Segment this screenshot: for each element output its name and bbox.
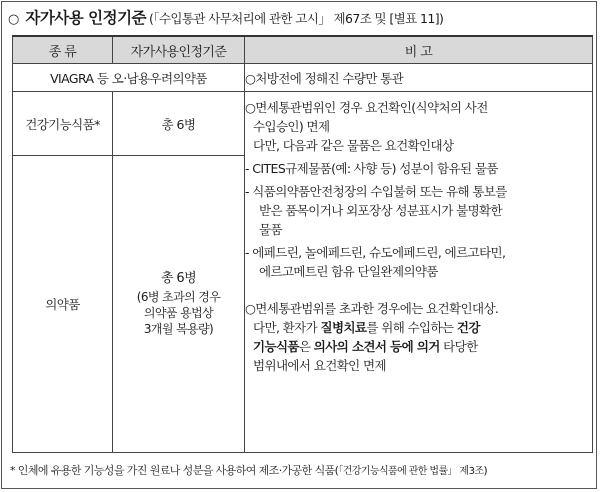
text-run: 다만, 환자가 xyxy=(253,320,321,335)
section-heading xyxy=(8,6,443,28)
emphasis-text: 건강 xyxy=(456,320,480,335)
category-drugs: 의약품 xyxy=(13,156,113,453)
text-run: 은 xyxy=(298,339,314,354)
table-row-misuse-drugs xyxy=(13,64,593,92)
footnote-close: ) xyxy=(483,464,488,477)
remarks-line: 범위내에서 요건확인 면제 xyxy=(253,358,386,373)
list-item-cont: 에르고메트린 함유 단일완제의약품 xyxy=(259,264,438,279)
heading-title: 자가사용 인정기준 xyxy=(25,9,147,27)
remarks-block-exceed xyxy=(245,299,592,375)
category-misuse-drugs: VIAGRA 등 오‧남용우려의약품 xyxy=(13,64,245,92)
remarks-line: ○면세통관범위를 초과한 경우에는 요건확인대상. xyxy=(245,301,499,316)
remarks-line: 다만, 다음과 같은 물품은 요건확인대상 xyxy=(253,138,454,153)
header-remarks: 비 고 xyxy=(245,36,593,64)
remarks-block-exempt xyxy=(245,98,592,281)
standard-drugs-main: 총 6병 xyxy=(160,271,197,286)
table-row-health-food xyxy=(13,92,593,156)
text-run: 를 위해 수입하는 xyxy=(366,320,457,335)
self-use-criteria-table xyxy=(12,35,593,453)
footnote-text: * 인체에 유용한 기능성을 가진 원료나 성분을 사용하여 제조‧가공한 식품( xyxy=(10,464,339,477)
heading-reference: (「수입통관 사무처리에 관한 고시」 제67조 및 [별표 11]) xyxy=(149,11,444,26)
header-category: 종 류 xyxy=(13,36,113,64)
table-header-row xyxy=(13,36,593,64)
note-prescription-only: ○처방전에 정해진 수량만 통관 xyxy=(245,64,593,92)
list-item-cont: 받은 품목이거나 외포장상 성분표시가 불명확한 xyxy=(259,203,502,218)
list-item: - CITES규제물품(예: 사향 등) 성분이 함유된 물품 xyxy=(245,161,498,176)
footnote-law: 「건강기능식품에 관한 법률」 제3조 xyxy=(338,466,484,477)
standard-drugs xyxy=(113,156,245,453)
text-run: 타당한 xyxy=(439,339,478,354)
standard-drugs-detail: (6병 초과의 경우 xyxy=(136,290,221,304)
header-standard: 자가사용인정기준 xyxy=(113,36,245,64)
standard-drugs-detail: 3개월 복용량) xyxy=(143,322,214,336)
heading-bullet: ○ xyxy=(8,12,20,27)
remarks-cell xyxy=(245,92,593,453)
remarks-line: 수입승인) 면제 xyxy=(253,119,330,134)
remarks-line xyxy=(245,337,592,356)
remarks-list xyxy=(245,159,592,281)
standard-drugs-detail: 의약품 용법상 xyxy=(143,306,214,320)
category-health-food: 건강기능식품* xyxy=(13,92,113,156)
list-item: - 식품의약품안전청장의 수입불허 또는 유해 통보를 xyxy=(245,184,507,199)
list-item: - 에페드린, 놀에페드린, 슈도에페드린, 에르고타민, xyxy=(245,245,506,260)
emphasis-text: 기능식품 xyxy=(253,339,299,354)
remarks-line: ○면세통관범위인 경우 요건확인(식약처의 사전 xyxy=(245,100,488,115)
emphasis-text: 질병치료 xyxy=(320,320,367,335)
standard-health-food: 총 6병 xyxy=(113,92,245,156)
remarks-line xyxy=(245,318,592,337)
footnote xyxy=(10,462,487,478)
emphasis-text: 의사의 소견서 등에 의거 xyxy=(313,339,440,354)
list-item-cont: 물품 xyxy=(259,222,282,237)
